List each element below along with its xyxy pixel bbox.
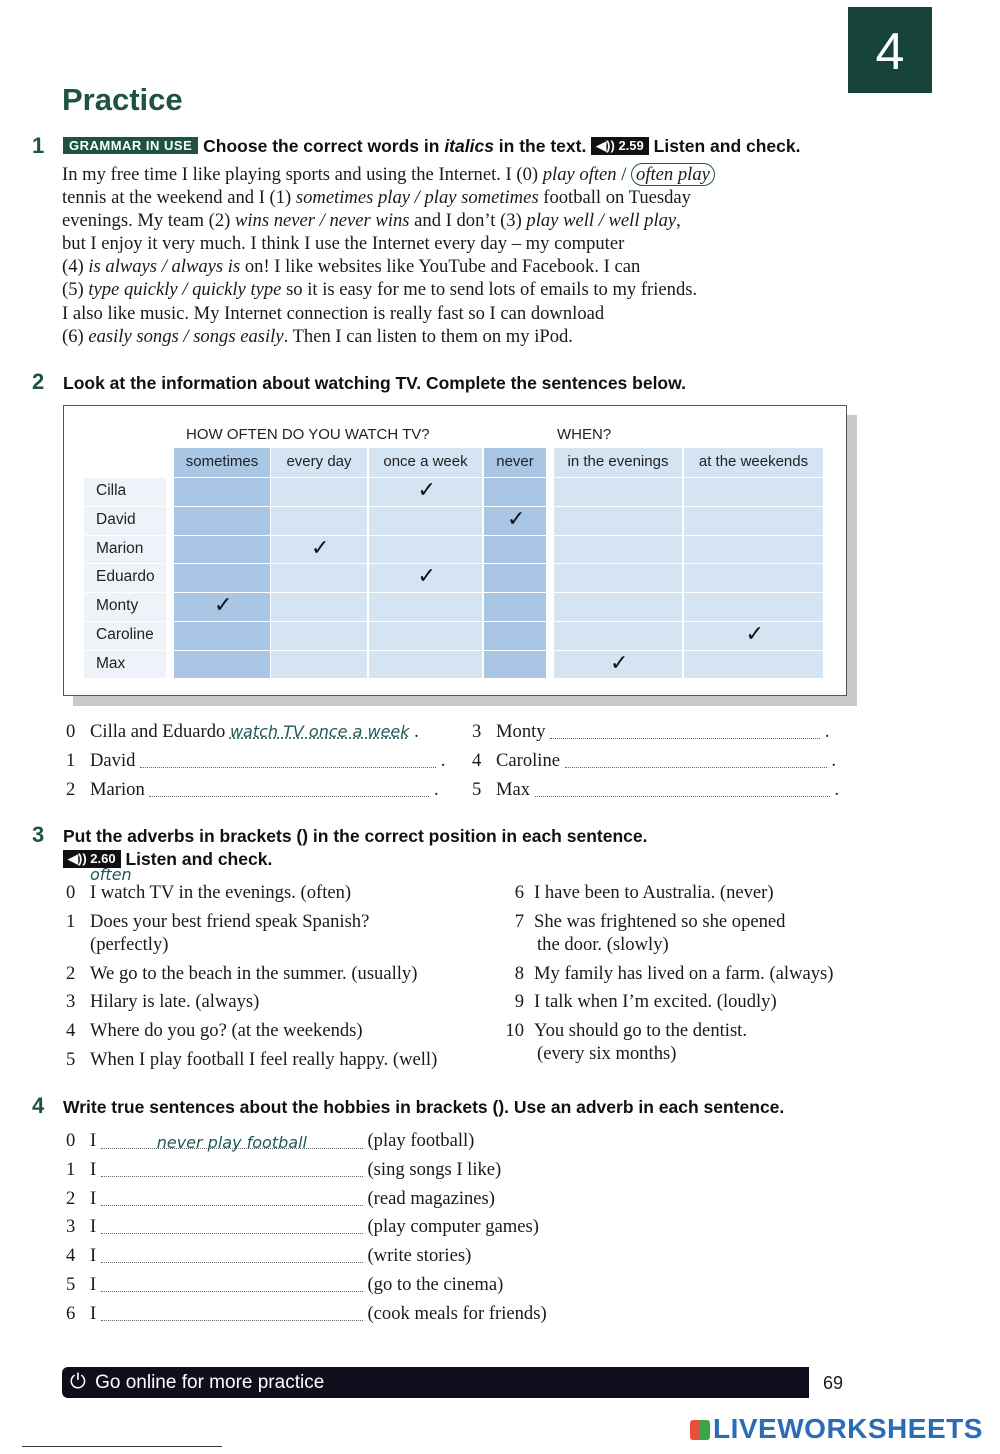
- item-number: 0: [66, 882, 76, 903]
- column-header: every day: [286, 453, 352, 470]
- row-divider: [84, 592, 824, 593]
- audio-track-button[interactable]: ◀)) 2.59: [591, 137, 649, 155]
- item-number: 5: [66, 1049, 76, 1070]
- column-header: once a week: [383, 453, 468, 470]
- completion-sentence: [472, 779, 839, 801]
- write-sentence-item: [66, 1274, 503, 1296]
- item-number: 8: [514, 963, 524, 984]
- text-segment: . Then I can listen to them on my iPod.: [283, 325, 573, 347]
- column-header: at the weekends: [698, 453, 809, 470]
- item-number: 4: [472, 750, 482, 771]
- choice-option[interactable]: often play: [631, 163, 715, 186]
- text-line: [62, 186, 802, 209]
- row-label: Max: [96, 654, 126, 672]
- sentence-text[interactable]: Hilary is late. (always): [90, 991, 260, 1012]
- sentence-text[interactable]: Does your best friend speak Spanish?: [90, 911, 370, 932]
- hobby-hint: (play computer games): [362, 1216, 539, 1238]
- sentence-subject: I: [90, 1130, 101, 1151]
- sentence-subject: Cilla and Eduardo: [90, 721, 230, 742]
- row-divider: [84, 506, 824, 507]
- table-group-how-often: HOW OFTEN DO YOU WATCH TV?: [186, 426, 430, 443]
- sentence-text[interactable]: I talk when I’m excited. (loudly): [534, 991, 777, 1012]
- hobby-hint: (play football): [362, 1130, 475, 1151]
- sentence-subject: I: [90, 1274, 101, 1295]
- answer-blank[interactable]: watch TV once a week: [229, 722, 410, 741]
- sentence-subject: I: [90, 1302, 101, 1324]
- item-number: 6: [66, 1302, 76, 1324]
- exercise-4-number: 4: [32, 1093, 45, 1118]
- brand-text: LIVEWORKSHEETS: [713, 1413, 983, 1444]
- grammar-in-use-tag: GRAMMAR IN USE: [63, 137, 198, 154]
- sentence-item: [66, 882, 351, 904]
- power-icon: ⏻: [70, 1371, 86, 1393]
- completion-sentence: [66, 721, 419, 743]
- tick-mark: ✓: [745, 622, 764, 647]
- row-divider: [84, 477, 824, 478]
- choice-option[interactable]: wins never / never wins: [234, 210, 410, 232]
- item-number: 4: [66, 1020, 76, 1041]
- choice-option[interactable]: play well / well play: [526, 210, 677, 232]
- answer-blank[interactable]: [140, 751, 436, 768]
- answer-blank[interactable]: [565, 751, 827, 768]
- exercise-1-instruction: [63, 136, 801, 157]
- sentence-text[interactable]: You should go to the dentist.: [534, 1020, 747, 1041]
- sentence-subject: Max: [496, 779, 535, 800]
- handwritten-often: often: [90, 865, 132, 884]
- sentence-subject: Marion: [90, 779, 150, 800]
- item-number: 7: [514, 911, 524, 932]
- item-number: 2: [66, 1187, 76, 1209]
- text-segment: tennis at the weekend and I (1): [62, 187, 296, 209]
- period: .: [429, 779, 439, 800]
- write-sentence-item: [66, 1303, 547, 1325]
- answer-blank[interactable]: [101, 1132, 363, 1152]
- completion-sentence: [66, 779, 439, 801]
- item-number: 1: [66, 750, 76, 771]
- sentence-item: [66, 1049, 437, 1071]
- item-number: 3: [66, 1216, 76, 1238]
- text-line: [62, 255, 802, 278]
- tick-mark: ✓: [214, 593, 233, 619]
- row-label: Caroline: [96, 626, 154, 643]
- sentence-item: [66, 1020, 363, 1042]
- sentence-text[interactable]: My family has lived on a farm. (always): [534, 963, 834, 984]
- answer-blank[interactable]: [101, 1217, 363, 1234]
- answer-blank[interactable]: [101, 1246, 363, 1263]
- text-segment: /: [616, 164, 632, 185]
- period: .: [409, 721, 419, 742]
- answer-blank[interactable]: [550, 722, 820, 739]
- sentence-subject: I: [90, 1158, 101, 1180]
- tick-mark: ✓: [417, 564, 436, 590]
- row-label: David: [96, 510, 136, 528]
- write-sentence-item: [66, 1130, 474, 1152]
- text-segment: football on Tuesday: [538, 187, 691, 209]
- text-segment: but I enjoy it very much. I think I use the Internet every day – my computer: [62, 233, 625, 255]
- item-number: 4: [66, 1245, 76, 1267]
- sentence-item: [500, 882, 774, 904]
- exercise-3-number: 3: [32, 822, 45, 847]
- sentence-subject: Caroline: [496, 750, 565, 771]
- answer-blank[interactable]: [101, 1189, 363, 1206]
- unit-number-badge: 4: [848, 7, 932, 93]
- item-number: 6: [514, 882, 524, 903]
- column-header: in the evenings: [567, 453, 669, 470]
- sentence-item: [66, 963, 417, 985]
- period: .: [436, 750, 446, 771]
- instruction-text: Choose the correct words in: [203, 136, 445, 156]
- answer-blank[interactable]: [101, 1275, 363, 1292]
- instruction-text-end: in the text.: [493, 136, 587, 156]
- page-title: Practice: [62, 82, 183, 117]
- exercise-2-instruction: Look at the information about watching TV. Complete the sentences below.: [63, 373, 686, 393]
- bottom-rule: [22, 1446, 222, 1447]
- audio-track-button[interactable]: ◀)) 2.60: [63, 850, 121, 868]
- text-segment: (6): [62, 325, 89, 347]
- text-segment: I also like music. My Internet connection is really fast so I can download: [62, 302, 605, 324]
- completion-sentence: [472, 721, 830, 743]
- item-number: 3: [66, 991, 76, 1012]
- tick-mark: ✓: [507, 506, 526, 532]
- row-divider: [84, 535, 824, 536]
- hobby-hint: (cook meals for friends): [362, 1302, 547, 1324]
- row-label: Cilla: [96, 482, 127, 499]
- choice-option[interactable]: easily songs / songs easily: [88, 325, 284, 347]
- item-number: 1: [66, 1158, 76, 1180]
- answer-blank[interactable]: [535, 780, 830, 797]
- exercise-2-number: 2: [32, 369, 45, 394]
- liveworksheets-logo: [690, 1413, 983, 1445]
- item-number: 3: [472, 721, 482, 742]
- choice-option[interactable]: is always / always is: [88, 256, 241, 278]
- text-segment: In my free time I like playing sports and using the Internet. I (0): [62, 164, 543, 185]
- item-number: 0: [66, 721, 76, 742]
- sentence-subject: I: [90, 1245, 101, 1267]
- column-header: never: [496, 453, 534, 470]
- text-line: [62, 163, 802, 186]
- sentence-text[interactable]: Where do you go? (at the weekends): [90, 1020, 363, 1041]
- text-line: [62, 325, 802, 348]
- go-online-text: Go online for more practice: [95, 1372, 325, 1393]
- choice-option[interactable]: sometimes play / play sometimes: [295, 187, 539, 209]
- hobby-hint: (write stories): [362, 1245, 472, 1267]
- item-number: 2: [66, 963, 76, 984]
- row-divider: [84, 650, 824, 651]
- hobby-hint: (sing songs I like): [362, 1158, 502, 1180]
- item-number: 10: [505, 1020, 524, 1041]
- answer-blank[interactable]: [101, 1304, 363, 1321]
- text-line: [62, 209, 802, 232]
- hobby-hint: (read magazines): [362, 1187, 495, 1209]
- write-sentence-item: [66, 1188, 495, 1210]
- listen-and-check: Listen and check.: [125, 849, 273, 869]
- sentence-text[interactable]: She was frightened so she opened: [534, 911, 786, 932]
- text-segment: evenings. My team (2): [62, 210, 235, 232]
- write-sentence-item: [66, 1159, 501, 1181]
- sentence-item: [500, 963, 833, 985]
- text-line: [62, 278, 802, 301]
- write-sentence-item: [66, 1245, 471, 1267]
- write-sentence-item: [66, 1216, 539, 1238]
- text-segment: (5): [62, 279, 89, 301]
- text-segment: ,: [676, 210, 681, 232]
- instruction-italic: italics: [444, 136, 494, 156]
- exercise-3-instruction: Put the adverbs in brackets () in the correct position in each sentence.: [63, 826, 648, 846]
- sentence-subject: I: [90, 1216, 101, 1238]
- completion-sentence: [472, 750, 836, 772]
- table-group-when: WHEN?: [557, 426, 612, 443]
- answer-blank[interactable]: [101, 1160, 363, 1177]
- exercise-4-instruction: Write true sentences about the hobbies in brackets (). Use an adverb in each sentence.: [63, 1097, 785, 1117]
- text-line: [62, 232, 802, 255]
- go-online-bar[interactable]: [62, 1367, 809, 1398]
- sentence-text[interactable]: When I play football I feel really happy. (well): [90, 1049, 438, 1070]
- sentence-subject: David: [90, 750, 141, 771]
- choice-option[interactable]: play often: [542, 164, 617, 185]
- item-number: 5: [472, 779, 482, 800]
- row-divider: [84, 621, 824, 622]
- exercise-1-number: 1: [32, 133, 45, 158]
- text-segment: (4): [62, 256, 89, 278]
- sentence-item: [66, 991, 259, 1013]
- text-line: [62, 302, 802, 325]
- text-segment: and I don’t (3): [409, 210, 527, 232]
- sentence-text[interactable]: I have been to Australia. (never): [534, 882, 774, 903]
- period: .: [820, 721, 830, 742]
- sentence-subject: I: [90, 1187, 101, 1209]
- completion-sentence: [66, 750, 445, 772]
- handwritten-answer: never play football: [156, 1133, 307, 1152]
- item-number: 5: [66, 1274, 76, 1295]
- text-segment: on! I like websites like YouTube and Facebook. I can: [240, 256, 641, 278]
- sentence-item: [500, 1020, 747, 1042]
- page-number: 69: [823, 1373, 844, 1393]
- hobby-hint: (go to the cinema): [362, 1274, 504, 1295]
- tick-mark: ✓: [610, 650, 629, 676]
- row-divider: [84, 563, 824, 564]
- tick-mark: ✓: [417, 478, 436, 503]
- period: .: [829, 779, 840, 800]
- row-label: Monty: [96, 597, 139, 615]
- row-label: Eduardo: [96, 568, 155, 586]
- sentence-continuation: (perfectly): [90, 934, 169, 955]
- item-number: 0: [66, 1130, 76, 1151]
- sentence-subject: Monty: [496, 721, 551, 742]
- choice-option[interactable]: type quickly / quickly type: [88, 279, 282, 301]
- period: .: [826, 750, 836, 771]
- sentence-item: [66, 911, 369, 933]
- listen-and-check: Listen and check.: [653, 136, 801, 156]
- item-number: 9: [514, 991, 524, 1012]
- sentence-text[interactable]: I watch TV in the evenings. (often): [90, 882, 352, 903]
- sentence-text[interactable]: We go to the beach in the summer. (usually): [90, 963, 418, 984]
- exercise-1-text: [62, 163, 802, 348]
- sentence-continuation: (every six months): [537, 1043, 677, 1064]
- tick-mark: ✓: [311, 535, 330, 561]
- row-label: Marion: [96, 539, 144, 557]
- sentence-continuation: the door. (slowly): [537, 934, 669, 955]
- answer-blank[interactable]: [149, 780, 429, 797]
- text-segment: so it is easy for me to send lots of emails to my friends.: [281, 279, 698, 301]
- column-header: sometimes: [185, 453, 259, 470]
- sentence-item: [500, 991, 777, 1013]
- sentence-item: [500, 911, 785, 933]
- item-number: 1: [66, 911, 76, 932]
- item-number: 2: [66, 779, 76, 800]
